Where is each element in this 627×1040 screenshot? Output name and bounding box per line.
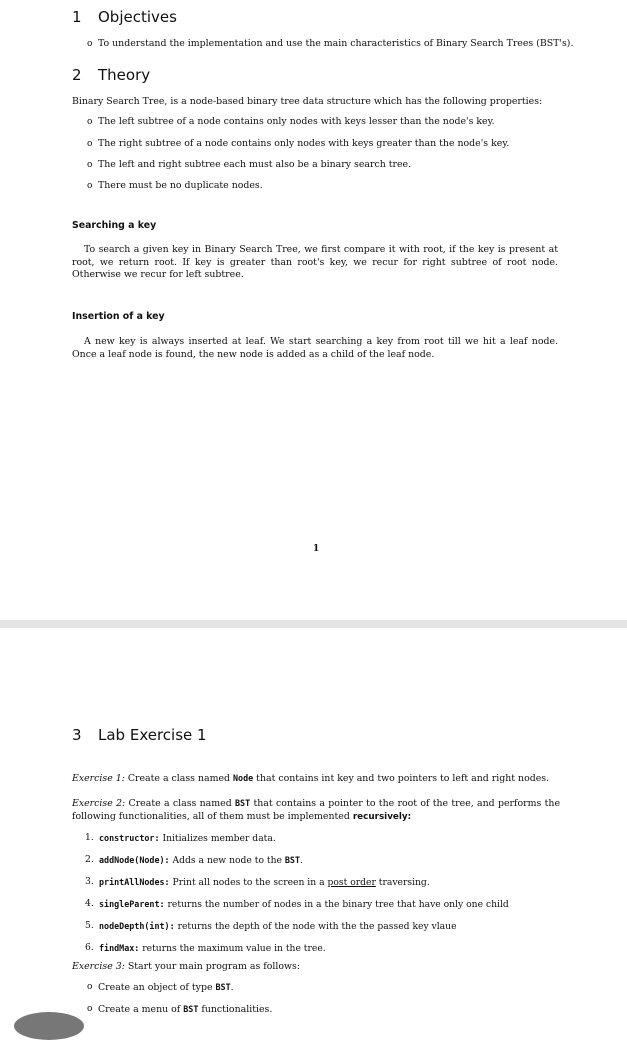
bullet-text: functionalities. [201, 1004, 273, 1015]
item-text: Print all nodes to the screen in a [172, 877, 325, 888]
exercise-text: Start your main program as follows: [127, 961, 301, 972]
item-text: returns the number of nodes in a the binary tree that have only one child [167, 899, 509, 910]
bullet-text: Create an object of type [98, 982, 213, 993]
section-number: 1 [72, 8, 82, 26]
functionality-item [85, 876, 430, 889]
exercise-1 [72, 772, 562, 786]
bullet-icon: o [87, 39, 93, 49]
page-2 [0, 628, 627, 1024]
code-term: addNode(Node): [99, 855, 170, 865]
objectives-bullet [87, 38, 574, 50]
item-text: returns the maximum value in the tree. [142, 943, 326, 954]
code-term: findMax: [99, 943, 140, 953]
functionality-item [85, 942, 326, 955]
code-term: constructor: [99, 833, 160, 843]
item-number: 3. [85, 876, 94, 887]
item-number: 6. [85, 942, 94, 953]
page-separator [0, 620, 627, 628]
exercise-text: that contains int key and two pointers to left and right nodes. [256, 773, 550, 784]
exercise-3 [72, 961, 562, 974]
item-text: Adds a new node to the [172, 855, 282, 866]
item-text: Initializes member data. [162, 833, 276, 844]
exercise-2 [72, 797, 560, 823]
section-number: 3 [72, 726, 82, 744]
searching-heading: Searching a key [72, 220, 157, 231]
code-term: nodeDepth(int): [99, 921, 175, 931]
code-term: BST [215, 982, 231, 992]
page-number: 1 [313, 544, 320, 554]
section-title: Lab Exercise 1 [98, 726, 207, 744]
section-title: Theory [98, 66, 151, 84]
item-text: traversing. [378, 877, 430, 888]
exercise-label: Exercise 3: [72, 961, 125, 972]
item-number: 1. [85, 832, 94, 843]
item-text: . [300, 855, 303, 866]
exercise-label: Exercise 1: [72, 773, 125, 784]
code-term: BST [183, 1004, 199, 1014]
searching-paragraph: To search a given key in Binary Search Tree, we first compare it with root, if the key is present at root, we return root. If key is greater than root's key, we recur for right subtree of root node. Otherwise we recur for left subtree. [72, 244, 558, 280]
code-term: printAllNodes: [99, 877, 170, 887]
item-number: 5. [85, 920, 94, 931]
insertion-paragraph: A new key is always inserted at leaf. We start searching a key from root till we hit a leaf node. Once a leaf node is found, the new node is added as a child of the leaf node. [72, 336, 558, 360]
bullet-icon: o [87, 1004, 93, 1014]
code-term: BST [284, 855, 301, 865]
section-number: 2 [72, 66, 82, 84]
exercise-text: Create a class named [128, 798, 232, 809]
overlay-button-edge[interactable] [14, 1012, 84, 1040]
bullet-icon: o [87, 982, 93, 992]
bullet-text: To understand the implementation and use the main characteristics of Binary Search Trees (BST's). [98, 38, 574, 49]
exercise-text: Create a class named [127, 773, 231, 784]
theory-intro: Binary Search Tree, is a node-based binary tree data structure which has the following properties: [72, 96, 543, 107]
emphasis-text: recursively: [352, 811, 412, 822]
bullet-text: The left and right subtree each must also be a binary search tree. [98, 159, 412, 170]
exercise-label: Exercise 2: [72, 798, 126, 809]
item-number: 2. [85, 854, 94, 865]
code-term: BST [235, 798, 251, 808]
exercise-3-bullet [87, 981, 234, 994]
bullet-text: The left subtree of a node contains only nodes with keys lesser than the node's key. [98, 116, 495, 127]
section-theory-heading [72, 66, 150, 84]
code-term: singleParent: [99, 899, 165, 909]
property-bullet [87, 159, 412, 171]
functionality-item [85, 832, 276, 845]
property-bullet [87, 180, 263, 192]
code-term: Node [233, 773, 254, 783]
insertion-heading: Insertion of a key [72, 311, 165, 322]
bullet-text: . [230, 982, 234, 993]
bullet-icon: o [87, 181, 93, 191]
bullet-icon: o [87, 139, 93, 149]
property-bullet [87, 138, 510, 150]
bullet-icon: o [87, 160, 93, 170]
bullet-text: The right subtree of a node contains only nodes with keys greater than the node's key. [98, 138, 510, 149]
functionality-item [85, 898, 509, 911]
section-lab-heading [72, 726, 207, 744]
functionality-item [85, 920, 457, 933]
property-bullet [87, 116, 495, 128]
item-number: 4. [85, 898, 94, 909]
functionality-item [85, 854, 303, 867]
section-objectives-heading [72, 8, 177, 26]
exercise-3-bullet [87, 1003, 273, 1016]
underlined-term: post order [327, 877, 376, 888]
bullet-icon: o [87, 117, 93, 127]
bullet-text: Create a menu of [98, 1004, 181, 1015]
item-text: returns the depth of the node with the the passed key vlaue [177, 921, 457, 932]
exercise-text: that contains a pointer to the root of the tree, and performs the following functionalities, all of them must be implemented [72, 798, 560, 822]
bullet-text: There must be no duplicate nodes. [98, 180, 263, 191]
section-title: Objectives [98, 8, 177, 26]
